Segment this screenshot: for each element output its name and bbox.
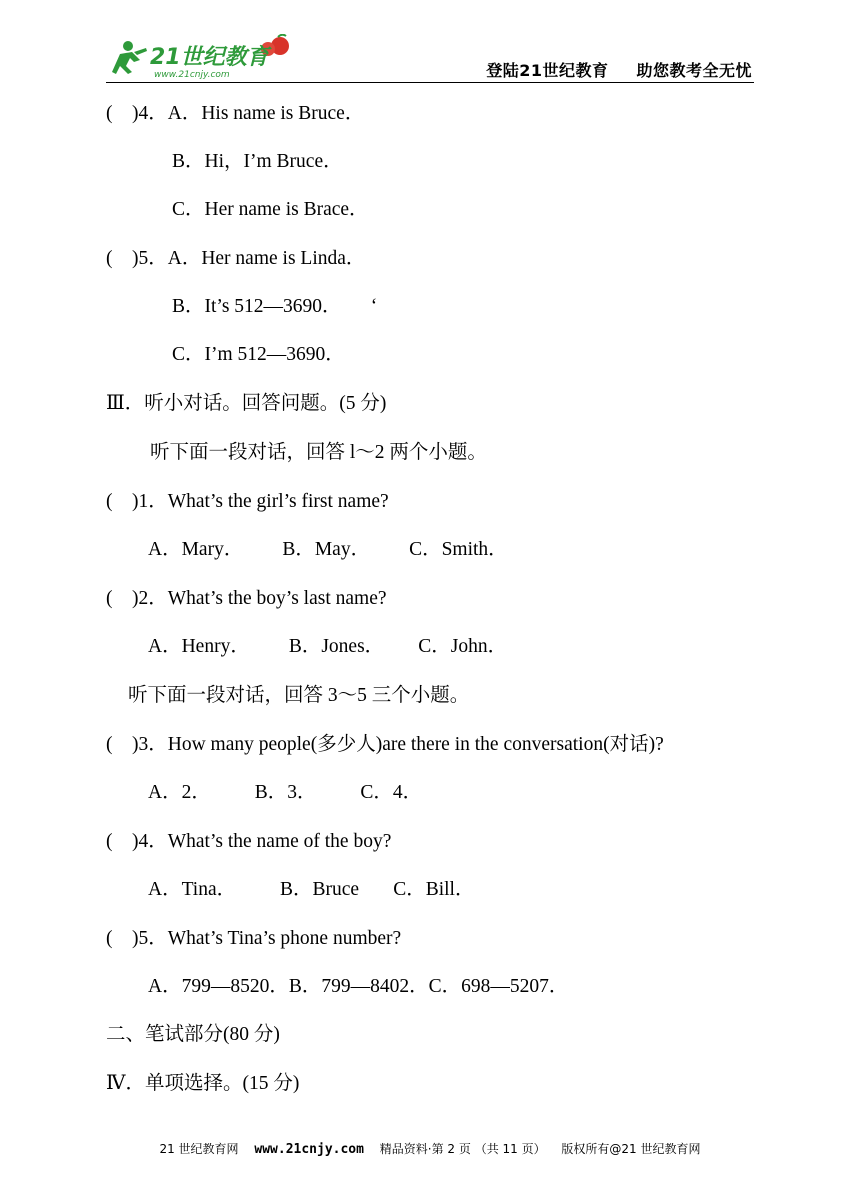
page-header (106, 30, 754, 83)
text-line: A．799—8520．B．799—8402．C．698—5207． (148, 976, 569, 997)
text-line: ( )4．A．His name is Bruce． (106, 103, 365, 124)
text-line: 听下面一段对话，回答 l～2 两个小题。 (150, 442, 487, 463)
text-line: A．Mary． B．May． C．Smith． (148, 539, 508, 560)
footer-page-info: 精品资料·第 2 页 （共 11 页） (379, 1142, 546, 1156)
text-line: ( )4．What’s the name of the boy? (106, 831, 392, 852)
footer-site: www.21cnjy.com (254, 1142, 364, 1157)
text-line: ( )2．What’s the boy’s last name? (106, 588, 387, 609)
site-logo (110, 34, 310, 80)
page-footer (0, 1140, 860, 1157)
text-line: Ⅲ．听小对话。回答问题。(5 分) (106, 393, 387, 414)
text-line: Ⅳ．单项选择。(15 分) (106, 1073, 300, 1094)
text-line: A．2． B．3． C．4． (148, 782, 423, 803)
text-line: 二、笔试部分(80 分) (106, 1024, 280, 1045)
text-line: ( )3．How many people(多少人)are there in the conversation(对话)? (106, 734, 664, 755)
slogan-right: 助您教考全无忧 (636, 61, 752, 80)
text-line: ( )5．A．Her name is Linda． (106, 248, 366, 269)
logo-url: www.21cnjy.com (154, 70, 230, 80)
logo-text: 21世纪教育 (150, 45, 269, 70)
text-line: B．Hi，I’m Bruce． (172, 151, 343, 172)
slogan-left: 登陆21世纪教育 (486, 61, 609, 80)
logo-graphic (110, 34, 310, 80)
text-line: C．I’m 512—3690． (172, 344, 345, 365)
header-slogan (486, 58, 752, 81)
footer-copyright: 版权所有@21 世纪教育网 (561, 1142, 701, 1156)
text-line: 听下面一段对话，回答 3～5 三个小题。 (128, 685, 470, 706)
text-line: B．It’s 512—3690． ‘ (172, 296, 378, 317)
text-line: A．Tina． B．Bruce C．Bill． (148, 879, 475, 900)
text-line: ( )5．What’s Tina’s phone number? (106, 928, 402, 949)
text-line: C．Her name is Brace． (172, 199, 369, 220)
footer-brand: 21 世纪教育网 (159, 1142, 239, 1156)
text-line: A．Henry． B．Jones． C．John． (148, 636, 508, 657)
text-line: ( )1．What’s the girl’s first name? (106, 491, 389, 512)
